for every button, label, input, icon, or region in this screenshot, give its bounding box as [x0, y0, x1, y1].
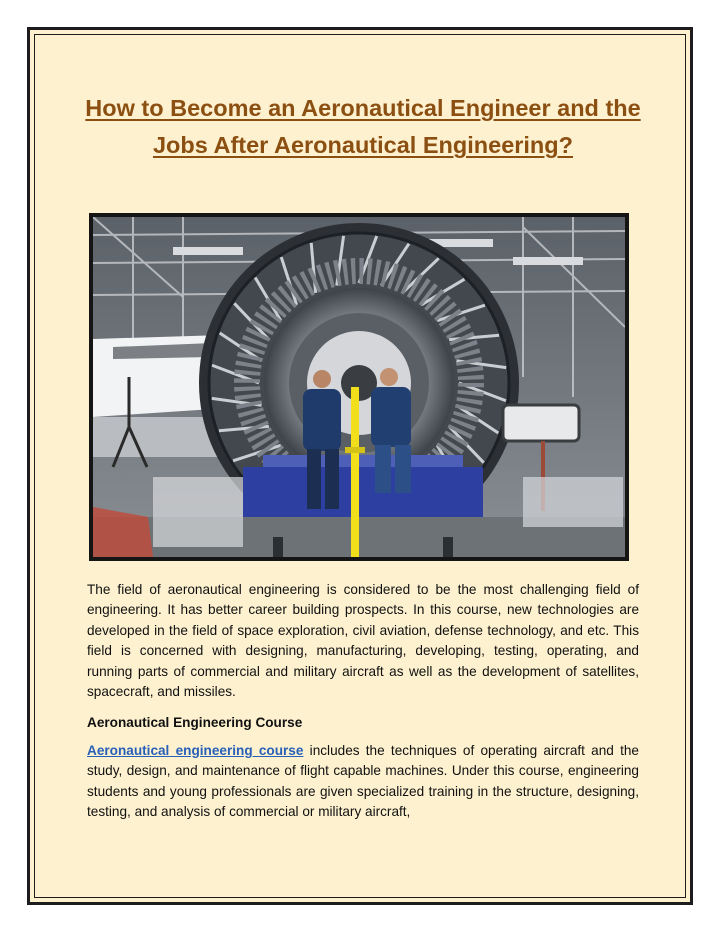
intro-paragraph: The field of aeronautical engineering is considered to be the most challenging field of engineering. It has better career building prospects. In this course, new technologies are developed in the field of space exploration, civil aviation, defense technology, and etc. This field is concerned with designing, manufacturing, developing, testing, operating, and running parts of commercial and military aircraft as well as the development of satellites, spacecraft, and missiles. [87, 582, 639, 700]
document-page [27, 27, 693, 905]
jet-engine-illustration [93, 217, 625, 557]
course-paragraph-text: includes the techniques of operating aircraft and the study, design, and maintenance of flight capable machines. Under this course, engineering students and young professionals are given specialized training in the structure, designing, testing, and analysis of commercial or military aircraft, [87, 743, 639, 820]
course-link[interactable]: Aeronautical engineering course [87, 743, 304, 758]
section-heading: Aeronautical Engineering Course [87, 715, 303, 730]
course-paragraph [87, 741, 639, 823]
document-title: How to Become an Aeronautical Engineer and the Jobs After Aeronautical Engineering? [85, 95, 641, 158]
jet-engine-photo [89, 213, 629, 561]
